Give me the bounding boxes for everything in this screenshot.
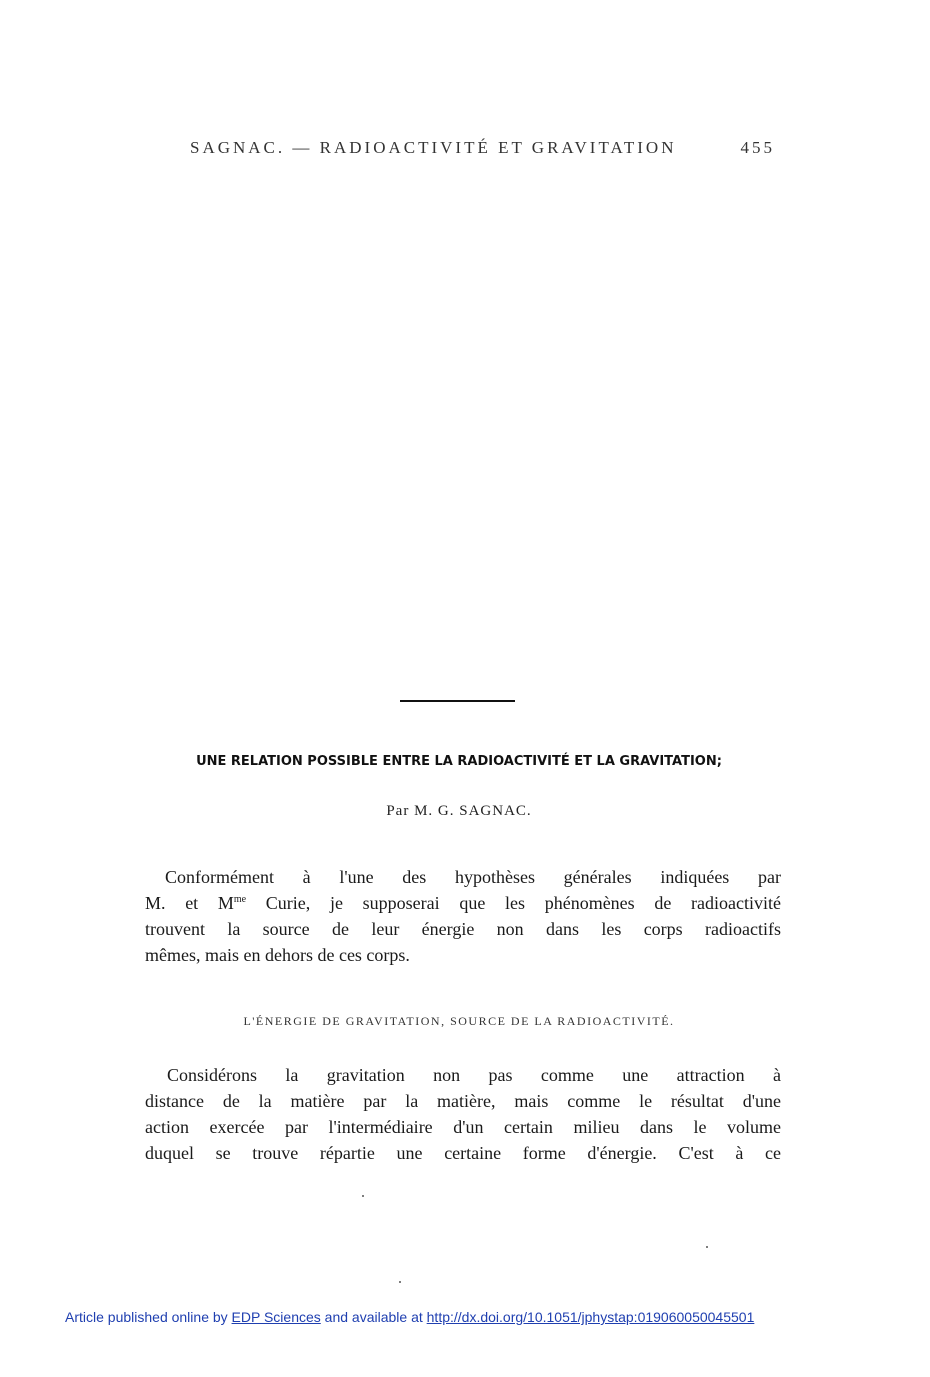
paragraph-line: duquel se trouve répartie une certaine forme d'énergie. C'est à ce — [145, 1143, 781, 1163]
paragraph-intro — [145, 864, 781, 968]
paragraph-line: action exercée par l'intermédiaire d'un certain milieu dans le volume — [145, 1117, 781, 1137]
page-number: 455 — [740, 138, 775, 157]
paragraph-line: mêmes, mais en dehors de ces corps. — [145, 945, 410, 965]
text-fragment: Curie, je supposerai que les phénomènes de radioactivité — [246, 893, 782, 913]
text-fragment: M. et M — [145, 893, 234, 913]
paragraph-line: Considérons la gravitation non pas comme une attraction à — [167, 1065, 781, 1085]
running-head-title: SAGNAC. — RADIOACTIVITÉ ET GRAVITATION — [190, 138, 677, 157]
footer-prefix: Article published online by — [65, 1309, 232, 1325]
scan-speck — [362, 1195, 364, 1197]
footer — [65, 1309, 754, 1325]
article-title: UNE RELATION POSSIBLE ENTRE LA RADIOACTIVITÉ ET LA GRAVITATION; — [196, 754, 722, 769]
scan-speck — [399, 1281, 401, 1283]
paragraph-line: distance de la matière par la matière, mais comme le résultat d'une — [145, 1091, 781, 1111]
separator-rule — [400, 700, 515, 702]
paragraph-body — [145, 1062, 781, 1166]
section-heading: L'ÉNERGIE DE GRAVITATION, SOURCE DE LA RADIOACTIVITÉ. — [243, 1014, 675, 1028]
scan-speck — [706, 1246, 708, 1248]
paragraph-line: Conformément à l'une des hypothèses générales indiquées par — [165, 867, 781, 887]
footer-middle: and available at — [320, 1309, 427, 1325]
running-head — [190, 138, 775, 158]
paragraph-line — [145, 890, 781, 916]
doi-link[interactable]: http://dx.doi.org/10.1051/jphystap:019060050045501 — [426, 1309, 755, 1325]
paragraph-line: trouvent la source de leur énergie non dans les corps radioactifs — [145, 919, 781, 939]
article-author: Par M. G. SAGNAC. — [386, 803, 532, 819]
publisher-link[interactable]: EDP Sciences — [231, 1309, 321, 1325]
superscript: me — [233, 894, 247, 905]
